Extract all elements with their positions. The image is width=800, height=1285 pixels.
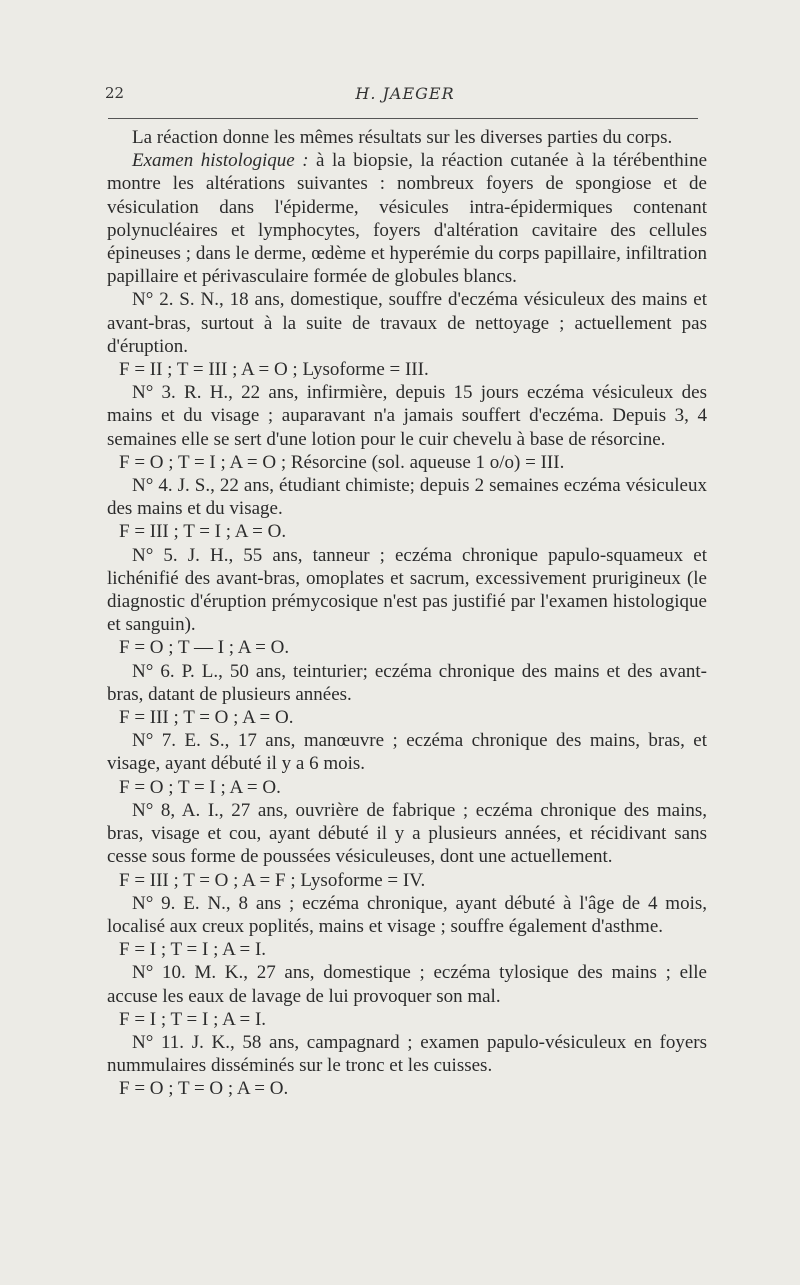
case-entry: N° 6. P. L., 50 ans, teinturier; eczéma chronique des mains et des avant-bras, datant de plusieurs années. (107, 660, 707, 705)
test-results: F = I ; T = I ; A = I. (119, 1008, 267, 1030)
section-heading: Examen histologique : (132, 150, 309, 172)
test-results: F = II ; T = III ; A = O ; Lysoforme = III. (119, 359, 429, 381)
test-results: F = III ; T = O ; A = O. (119, 707, 294, 729)
page-number: 22 (105, 84, 125, 102)
case-entry: N° 4. J. S., 22 ans, étudiant chimiste; depuis 2 semaines eczéma vésiculeux des mains et du visage. (107, 475, 707, 520)
paragraph (107, 149, 707, 288)
test-results: F = O ; T = I ; A = O. (119, 776, 281, 798)
case-entry: N° 11. J. K., 58 ans, campagnard ; examen papulo-vésiculeux en foyers nummulaires disséminés sur le tronc et les cuisses. (107, 1031, 707, 1077)
running-head: H. JAEGER (355, 84, 455, 103)
case-entry: N° 5. J. H., 55 ans, tanneur ; eczéma chronique papulo-squameux et lichénifié des avant-bras, omoplates et sacrum, excessivement prurigineux (le diagnostic d'éruption prémycosique n'est pas justifié par l'examen histologique et sanguin). (107, 544, 707, 636)
test-results: F = O ; T = I ; A = O ; Résorcine (sol. aqueuse 1 o/o) = III. (119, 451, 565, 473)
test-results: F = O ; T = O ; A = O. (119, 1078, 289, 1100)
header-rule (108, 118, 698, 119)
case-entry: N° 3. R. H., 22 ans, infirmière, depuis 15 jours eczéma vésiculeux des mains et du visage ; auparavant n'a jamais souffert d'eczéma. Depuis 3, 4 semaines elle se sert d'une lotion pour le cuir chevelu à base de résorcine. (107, 382, 707, 450)
case-entry: N° 2. S. N., 18 ans, domestique, souffre d'eczéma vésiculeux des mains et avant-bras, surtout à la suite de travaux de nettoyage ; actuellement pas d'éruption. (107, 289, 707, 357)
case-entry: N° 8, A. I., 27 ans, ouvrière de fabrique ; eczéma chronique des mains, bras, visage et cou, ayant débuté il y a plusieurs années, et récidivant sans cesse sous forme de poussées vésiculeuses, dont une actuellement. (107, 799, 707, 868)
test-results: F = III ; T = O ; A = F ; Lysoforme = IV. (119, 869, 426, 891)
case-entry: N° 9. E. N., 8 ans ; eczéma chronique, ayant débuté à l'âge de 4 mois, localisé aux creux poplités, mains et visage ; souffre également d'asthme. (107, 892, 707, 937)
case-entry: N° 7. E. S., 17 ans, manœuvre ; eczéma chronique des mains, bras, et visage, ayant débuté il y a 6 mois. (107, 730, 707, 775)
page-header (105, 84, 705, 108)
paragraph-text: à la biopsie, la réaction cutanée à la térébenthine montre les altérations suivantes : nombreux foyers de spongiose et de vésiculation dans l'épiderme, vésicules intra-épidermiques contenant polynucléaires et lymphocytes, foyers d'altération cavitaire des cellules épineuses ; dans le derme, œdème et hyperémie du corps papillaire, infiltration papillaire et périvasculaire formée de globules blancs. (107, 150, 708, 288)
page-body (107, 126, 707, 1101)
test-results: F = III ; T = I ; A = O. (119, 521, 287, 543)
test-results: F = I ; T = I ; A = I. (119, 939, 267, 961)
case-entry: N° 10. M. K., 27 ans, domestique ; eczéma tylosique des mains ; elle accuse les eaux de lavage de lui provoquer son mal. (107, 962, 707, 1007)
test-results: F = O ; T — I ; A = O. (119, 637, 290, 659)
paragraph: La réaction donne les mêmes résultats sur les diverses parties du corps. (132, 127, 673, 148)
